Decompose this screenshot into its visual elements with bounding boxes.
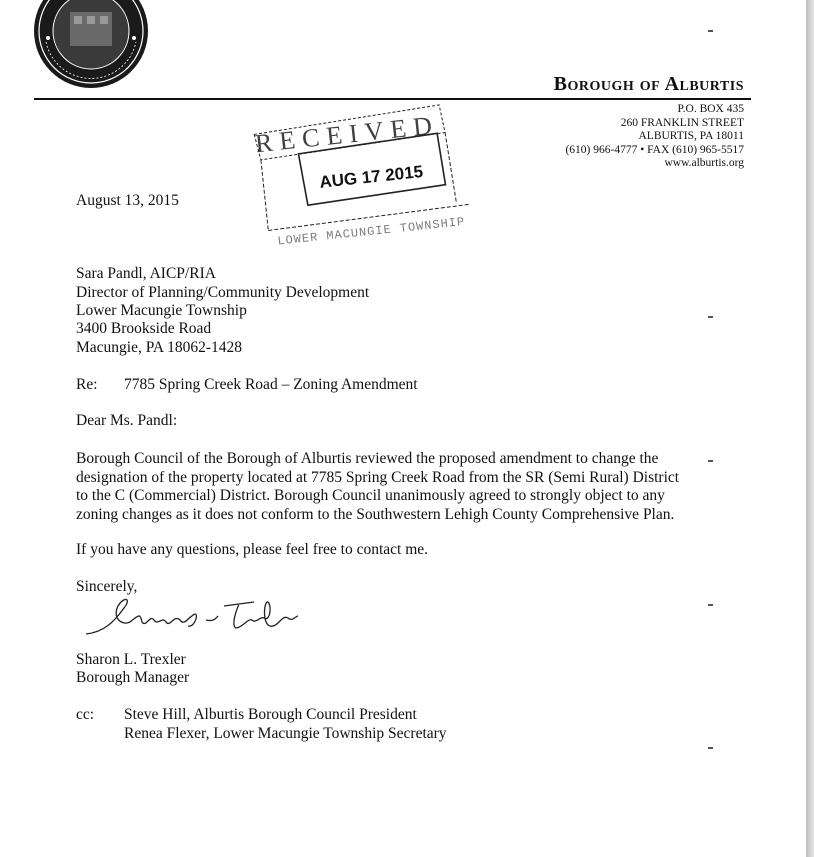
website-line: www.alburtis.org bbox=[664, 157, 744, 169]
stamp-org: LOWER MACUNGIE TOWNSHIP bbox=[276, 214, 466, 249]
recipient-line: Director of Planning/Community Development bbox=[76, 284, 370, 301]
recipient-line: Macungie, PA 18062-1428 bbox=[76, 339, 243, 356]
borough-seal-logo bbox=[32, 0, 150, 90]
scan-speck bbox=[708, 604, 713, 606]
scan-speck bbox=[708, 316, 713, 318]
scan-speck bbox=[708, 747, 713, 749]
cc-recipient: Renea Flexer, Lower Macungie Township Secretary bbox=[124, 724, 447, 742]
address-line: ALBURTIS, PA 18011 bbox=[638, 130, 744, 142]
cc-recipient: Steve Hill, Alburtis Borough Council President bbox=[124, 706, 417, 723]
signer-title: Borough Manager bbox=[76, 669, 190, 686]
recipient-line: Lower Macungie Township bbox=[76, 302, 247, 319]
re-subject: 7785 Spring Creek Road – Zoning Amendment bbox=[124, 376, 418, 393]
signer-name: Sharon L. Trexler bbox=[76, 651, 186, 668]
salutation: Dear Ms. Pandl: bbox=[76, 412, 178, 429]
received-stamp bbox=[240, 75, 490, 255]
address-line: P.O. BOX 435 bbox=[677, 103, 744, 115]
letter-date: August 13, 2015 bbox=[76, 192, 179, 209]
stamp-received-word: RECEIVED bbox=[253, 110, 441, 159]
scan-speck bbox=[708, 460, 713, 462]
page-edge-shadow bbox=[806, 0, 814, 857]
closing-paragraph: If you have any questions, please feel free to contact me. bbox=[76, 541, 429, 558]
closing: Sincerely, bbox=[76, 578, 138, 595]
cc-label: cc: bbox=[76, 706, 95, 723]
cc-list bbox=[124, 706, 447, 743]
scan-speck bbox=[708, 30, 713, 32]
recipient-line: 3400 Brookside Road bbox=[76, 320, 212, 337]
body-line: zoning changes as it does not conform to the Southwestern Lehigh County Comprehensive Plan. bbox=[76, 505, 675, 523]
recipient-line: Sara Pandl, AICP/RIA bbox=[76, 265, 216, 282]
letterhead-address bbox=[565, 103, 744, 171]
stamp-date: AUG 17 2015 bbox=[318, 162, 424, 192]
body-line: designation of the property located at 7785 Spring Creek Road from the SR (Semi Rural) District bbox=[76, 468, 680, 486]
address-line: 260 FRANKLIN STREET bbox=[620, 116, 744, 129]
re-label: Re: bbox=[76, 376, 98, 393]
handwritten-signature bbox=[84, 592, 324, 642]
body-paragraph bbox=[76, 450, 716, 524]
body-line: to the C (Commercial) District. Borough Council unanimously agreed to strongly object to any bbox=[76, 487, 665, 504]
org-name: Borough of Alburtis bbox=[553, 73, 744, 95]
phone-fax-line: (610) 966-4777 • FAX (610) 965-5517 bbox=[565, 143, 744, 156]
body-line: Borough Council of the Borough of Alburtis reviewed the proposed amendment to change the bbox=[76, 450, 659, 467]
